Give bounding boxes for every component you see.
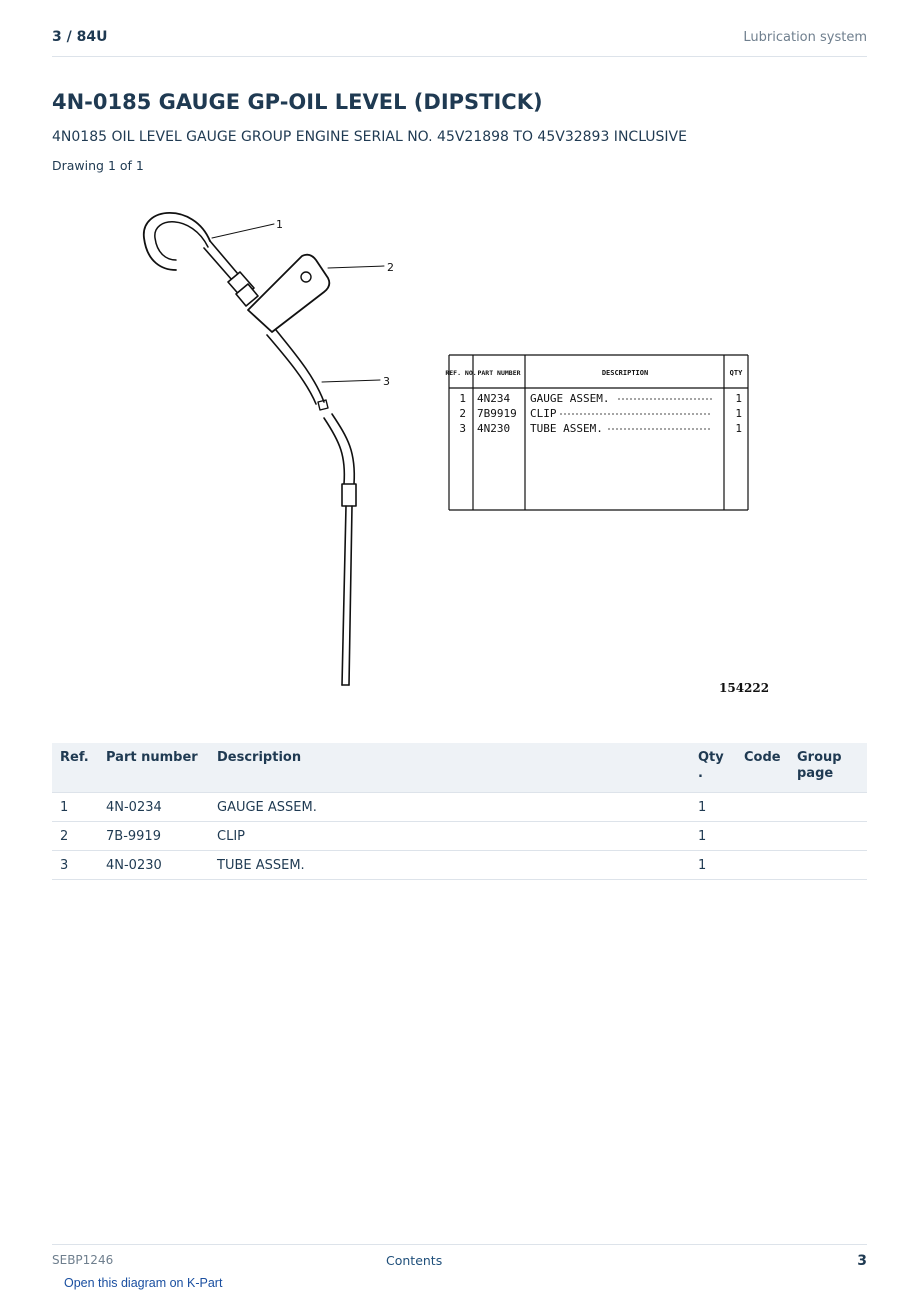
row-group-page	[789, 793, 867, 822]
header-code: Code	[736, 743, 789, 793]
row-description: CLIP	[209, 822, 690, 851]
contents-link[interactable]: Contents	[386, 1253, 443, 1268]
callout-1: 1	[276, 218, 283, 231]
row-code	[736, 851, 789, 880]
row-code	[736, 793, 789, 822]
page-ref: 3 / 84U	[52, 29, 108, 45]
inset-qty-1: 1	[735, 392, 742, 405]
parts-table	[52, 743, 867, 880]
page-subtitle: 4N0185 OIL LEVEL GAUGE GROUP ENGINE SERIAL NO. 45V21898 TO 45V32893 INCLUSIVE	[52, 129, 687, 145]
header-ref: Ref.	[52, 743, 98, 793]
row-part-number: 7B-9919	[98, 822, 209, 851]
dipstick-clip	[248, 255, 329, 332]
inset-desc-3: TUBE ASSEM.	[530, 422, 603, 435]
header-part-number: Part number	[98, 743, 209, 793]
row-part-number: 4N-0234	[98, 793, 209, 822]
callout-3: 3	[383, 375, 390, 388]
callout-2: 2	[387, 261, 394, 274]
inset-header-qty: QTY	[729, 369, 743, 377]
header-group-page: Group page	[789, 743, 867, 793]
inset-desc-2: CLIP	[530, 407, 557, 420]
inset-ref-3: 3	[459, 422, 466, 435]
parts-diagram	[52, 190, 867, 710]
inset-header-part: PART NUMBER	[477, 369, 521, 377]
row-qty: 1	[690, 851, 736, 880]
table-row	[52, 793, 867, 822]
row-qty: 1	[690, 793, 736, 822]
section-name: Lubrication system	[743, 30, 867, 45]
row-code	[736, 822, 789, 851]
row-part-number: 4N-0230	[98, 851, 209, 880]
row-group-page	[789, 822, 867, 851]
row-ref: 3	[52, 851, 98, 880]
row-group-page	[789, 851, 867, 880]
inset-ref-1: 1	[459, 392, 466, 405]
open-kpart-link[interactable]: Open this diagram on K-Part	[64, 1276, 223, 1290]
dipstick-tube	[276, 330, 324, 402]
inset-qty-3: 1	[735, 422, 742, 435]
drawing-number: 154222	[719, 681, 770, 695]
inset-desc-1: GAUGE ASSEM.	[530, 392, 610, 405]
inset-header-desc: DESCRIPTION	[601, 369, 649, 377]
page-number: 3	[857, 1253, 867, 1269]
row-qty: 1	[690, 822, 736, 851]
row-ref: 2	[52, 822, 98, 851]
inset-header-ref: REF. NO.	[445, 369, 477, 377]
inset-part-2: 7B9919	[477, 407, 517, 420]
table-row	[52, 822, 867, 851]
inset-part-1: 4N234	[477, 392, 511, 405]
row-description: GAUGE ASSEM.	[209, 793, 690, 822]
table-row	[52, 851, 867, 880]
drawing-count: Drawing 1 of 1	[52, 158, 144, 173]
parts-table-header	[52, 743, 867, 793]
document-code: SEBP1246	[52, 1253, 114, 1267]
inset-qty-2: 1	[735, 407, 742, 420]
header-description: Description	[209, 743, 690, 793]
page-footer	[52, 1244, 867, 1275]
page-header	[52, 28, 867, 57]
page-title: 4N-0185 GAUGE GP-OIL LEVEL (DIPSTICK)	[52, 90, 543, 114]
inset-part-3: 4N230	[477, 422, 511, 435]
inset-ref-2: 2	[459, 407, 466, 420]
row-ref: 1	[52, 793, 98, 822]
header-qty: Qty .	[690, 743, 736, 793]
row-description: TUBE ASSEM.	[209, 851, 690, 880]
